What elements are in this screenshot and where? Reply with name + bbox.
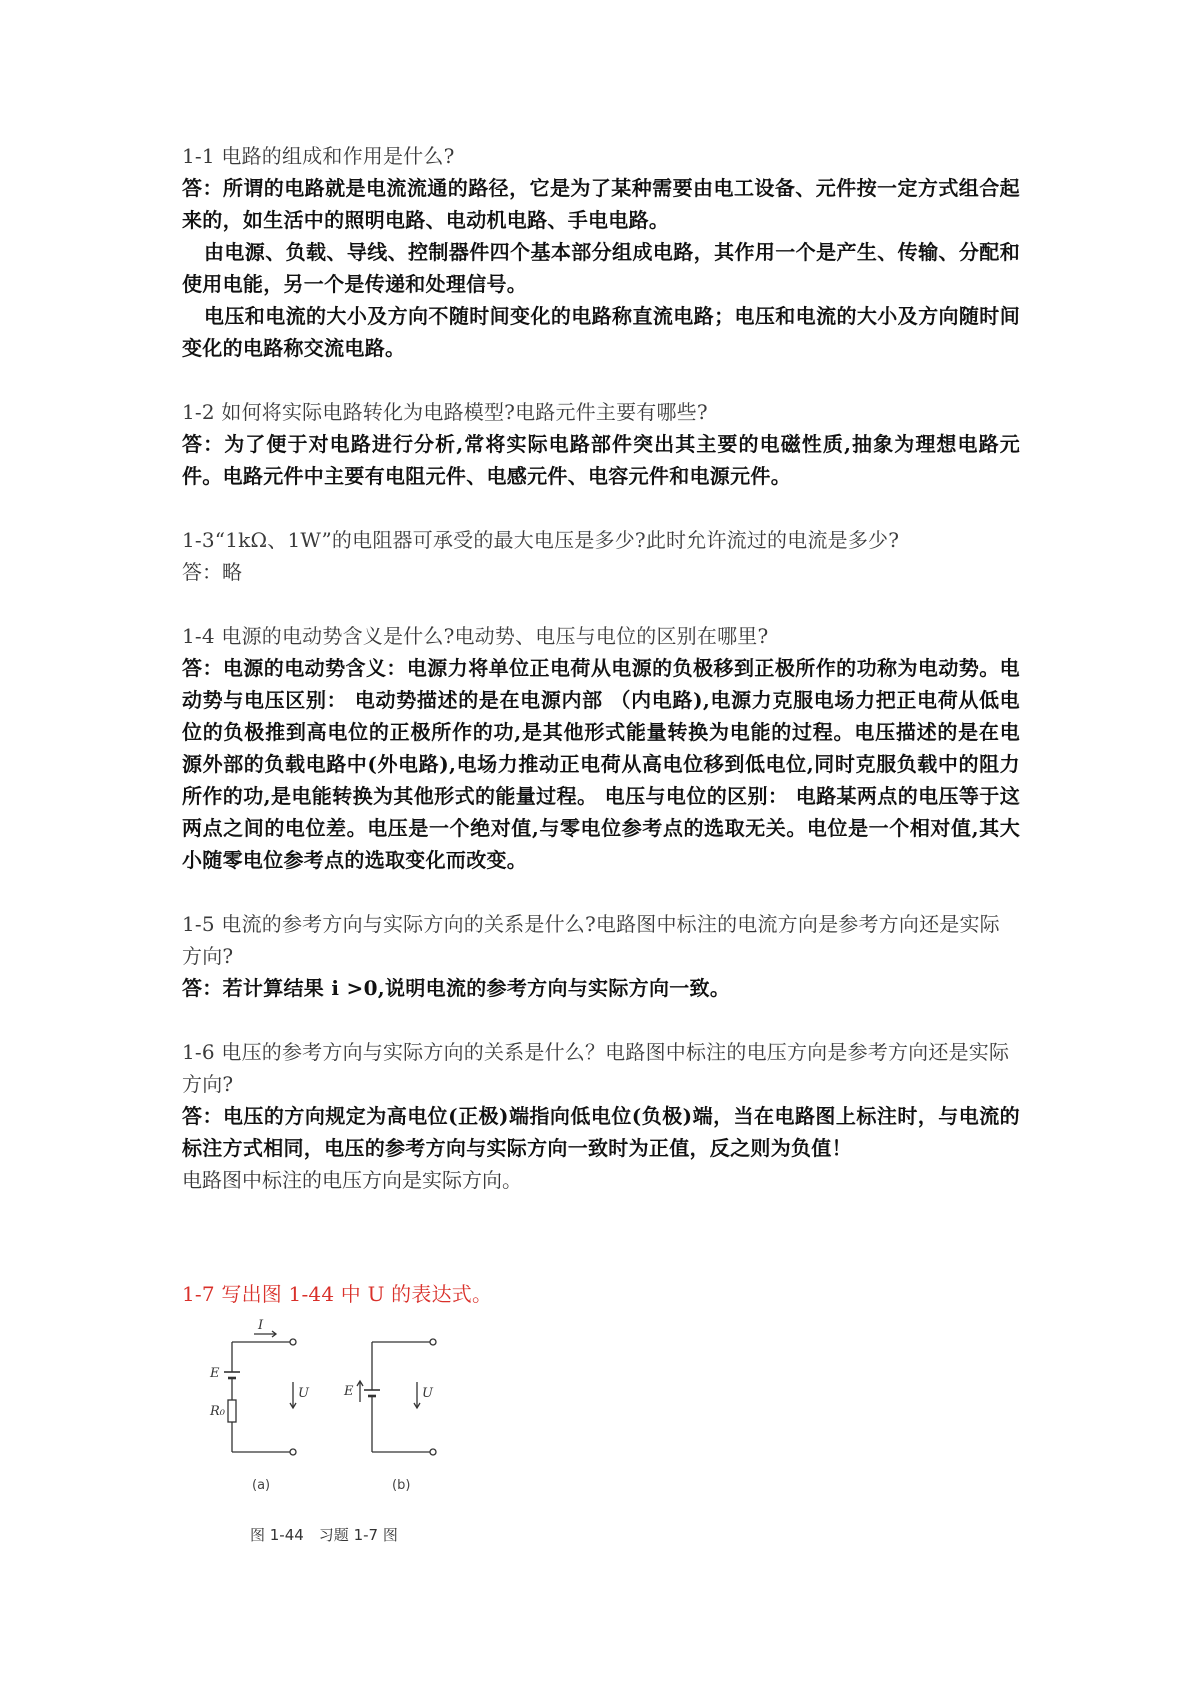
terminal-b-top	[430, 1339, 436, 1345]
answer-1-5: 答：若计算结果 i >0,说明电流的参考方向与实际方向一致。	[182, 976, 731, 1000]
label-voltage-a: U	[298, 1386, 309, 1401]
question-1-7: 1-7 写出图 1-44 中 U 的表达式。	[182, 1282, 493, 1306]
question-1-5: 1-5 电流的参考方向与实际方向的关系是什么?电路图中标注的电流方向是参考方向还是实际方向?	[182, 912, 1000, 968]
terminal-a-top	[290, 1339, 296, 1345]
answer-1-3: 答：略	[182, 560, 242, 584]
resistor-r0	[228, 1400, 236, 1422]
label-r0: R₀	[210, 1404, 225, 1419]
question-1-3: 1-3“1kΩ、1W”的电阻器可承受的最大电压是多少?此时允许流过的电流是多少?	[182, 528, 900, 552]
label-sub-b: (b)	[392, 1478, 411, 1493]
answer-1-1-p1: 答：所谓的电路就是电流流通的路径，它是为了某种需要由电工设备、元件按一定方式组合起来的，如生活中的照明电路、电动机电路、手电电路。	[182, 176, 1020, 232]
answer-1-4: 答：电源的电动势含义：电源力将单位正电荷从电源的负极移到正极所作的功称为电动势。电动势与电压区别： 电动势描述的是在电源内部 （内电路),电源力克服电场力把正电荷从低电位的负极推到高电位的正极所作的功,是其他形式能量转换为电能的过程。电压描述的是在电源外部的负载电路中(外电路),电场力推动正电荷从高电位移到低电位,同时克服负载中的阻力所作的功,是电能转换为其他形式的能量过程。 电压与电位的区别： 电路某两点的电压等于这两点之间的电位差。电压是一个绝对值,与零电位参考点的选取无关。电位是一个相对值,其大小随零电位参考点的选取变化而改变。	[182, 656, 1020, 872]
document-page	[182, 140, 1020, 1548]
circuit-figure-1-44	[192, 1318, 552, 1548]
label-current-i: I	[258, 1318, 264, 1333]
label-emf-b: E	[344, 1384, 354, 1399]
question-1-4: 1-4 电源的电动势含义是什么?电动势、电压与电位的区别在哪里?	[182, 624, 769, 648]
answer-1-1-p2: 由电源、负载、导线、控制器件四个基本部分组成电路，其作用一个是产生、传输、分配和使用电能，另一个是传递和处理信号。	[182, 240, 1020, 296]
answer-1-6: 答：电压的方向规定为高电位(正极)端指向低电位(负极)端，当在电路图上标注时，与电流的标注方式相同，电压的参考方向与实际方向一致时为正值，反之则为负值！	[182, 1104, 1020, 1160]
question-1-6: 1-6 电压的参考方向与实际方向的关系是什么？电路图中标注的电压方向是参考方向还是实际方向?	[182, 1040, 1010, 1096]
label-voltage-b: U	[422, 1386, 433, 1401]
answer-1-6-note: 电路图中标注的电压方向是实际方向。	[182, 1168, 522, 1192]
answer-1-1-p3: 电压和电流的大小及方向不随时间变化的电路称直流电路；电压和电流的大小及方向随时间变化的电路称交流电路。	[182, 304, 1020, 360]
label-emf-a: E	[210, 1366, 220, 1381]
question-1-1: 1-1 电路的组成和作用是什么?	[182, 144, 455, 168]
terminal-a-bottom	[290, 1449, 296, 1455]
figure-caption: 图 1-44 习题 1-7 图	[250, 1526, 398, 1544]
question-1-2: 1-2 如何将实际电路转化为电路模型?电路元件主要有哪些?	[182, 400, 708, 424]
label-sub-a: (a)	[252, 1478, 271, 1493]
terminal-b-bottom	[430, 1449, 436, 1455]
circuit-diagram	[192, 1328, 552, 1548]
answer-1-2: 答：为了便于对电路进行分析,常将实际电路部件突出其主要的电磁性质,抽象为理想电路元件。电路元件中主要有电阻元件、电感元件、电容元件和电源元件。	[182, 432, 1020, 488]
